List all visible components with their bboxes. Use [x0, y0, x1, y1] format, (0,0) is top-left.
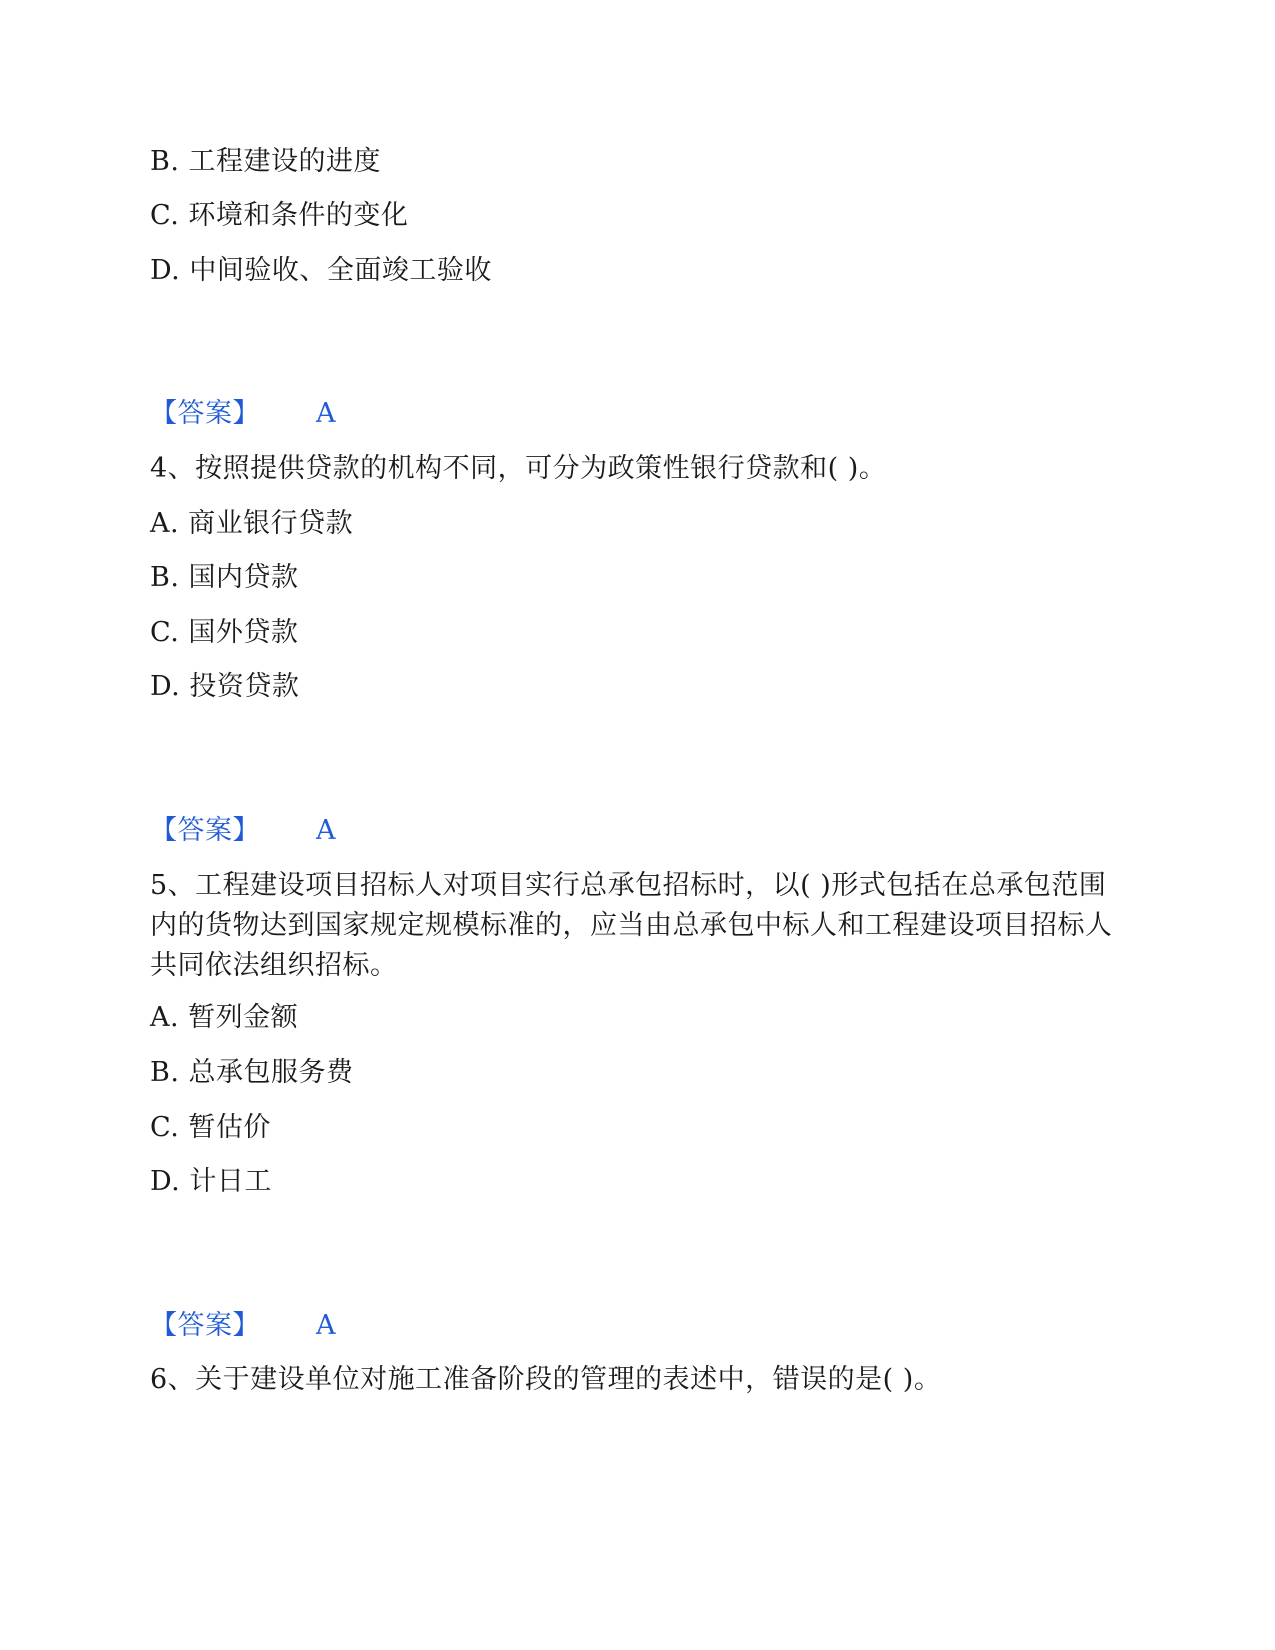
- q3-answer: [150, 396, 336, 432]
- q3-option-b: B. 工程建设的进度: [150, 146, 382, 177]
- answer-value: A: [316, 815, 336, 846]
- q4-option-c: C. 国外贷款: [150, 617, 299, 648]
- q3-option-c: C. 环境和条件的变化: [150, 200, 409, 231]
- q5-option-b: B. 总承包服务费: [150, 1057, 354, 1088]
- q5-option-a: A. 暂列金额: [150, 1002, 299, 1033]
- q5-option-c: C. 暂估价: [150, 1112, 271, 1143]
- answer-value: A: [316, 398, 336, 429]
- q6-stem: 6、关于建设单位对施工准备阶段的管理的表述中，错误的是( )。: [150, 1364, 942, 1395]
- q4-option-a: A. 商业银行贷款: [150, 508, 354, 539]
- q4-option-b: B. 国内贷款: [150, 562, 299, 593]
- q5-option-d: D. 计日工: [150, 1166, 272, 1197]
- answer-label: 【答案】: [150, 398, 260, 429]
- q4-answer: [150, 813, 336, 849]
- q4-option-d: D. 投资贷款: [150, 671, 300, 702]
- q4-stem: 4、按照提供贷款的机构不同，可分为政策性银行贷款和( )。: [150, 453, 887, 484]
- answer-label: 【答案】: [150, 815, 260, 846]
- q5-stem: 5、工程建设项目招标人对项目实行总承包招标时，以( )形式包括在总承包范围内的货物达到国家规定规模标准的，应当由总承包中标人和工程建设项目招标人共同依法组织招标。: [150, 870, 1113, 981]
- q3-option-d: D. 中间验收、全面竣工验收: [150, 255, 492, 286]
- answer-value: A: [316, 1310, 336, 1341]
- answer-label: 【答案】: [150, 1310, 260, 1341]
- q5-answer: [150, 1308, 336, 1344]
